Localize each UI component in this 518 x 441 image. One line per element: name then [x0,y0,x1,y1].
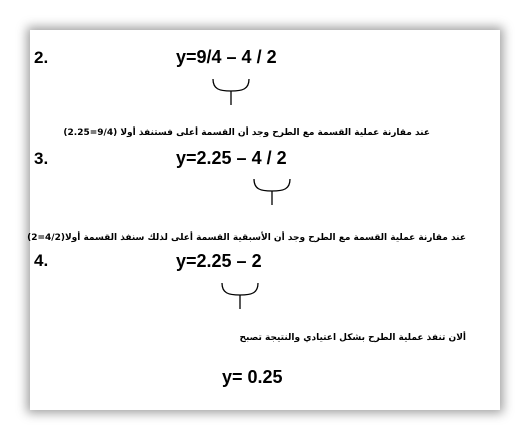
step-number: 2. [34,48,49,67]
brace-icon [252,177,292,207]
step-equation: y=2.25 – 4 / 2 [176,148,287,168]
brace-icon [220,281,260,311]
step-equation: y=2.25 – 2 [176,251,262,271]
document-card [27,30,500,410]
step-note: عند مقارنة عملية القسمة مع الطرح وجد أن القسمة أعلى فستنفذ أولا (9/4=2.25) [63,128,430,138]
step-note: ألان تنفذ عملية الطرح بشكل اعتيادي والنتيجة تصبح [239,333,466,343]
step-equation: y=9/4 – 4 / 2 [176,47,277,67]
step-number: 4. [34,251,49,270]
step-note: عند مقارنة عملية القسمة مع الطرح وجد أن الأسبقية القسمة أعلى لذلك سنفذ القسمة أولا(4/2=2) [27,233,466,243]
brace-icon [211,77,251,107]
step-number: 3. [34,149,49,168]
result-equation: y= 0.25 [222,367,283,387]
